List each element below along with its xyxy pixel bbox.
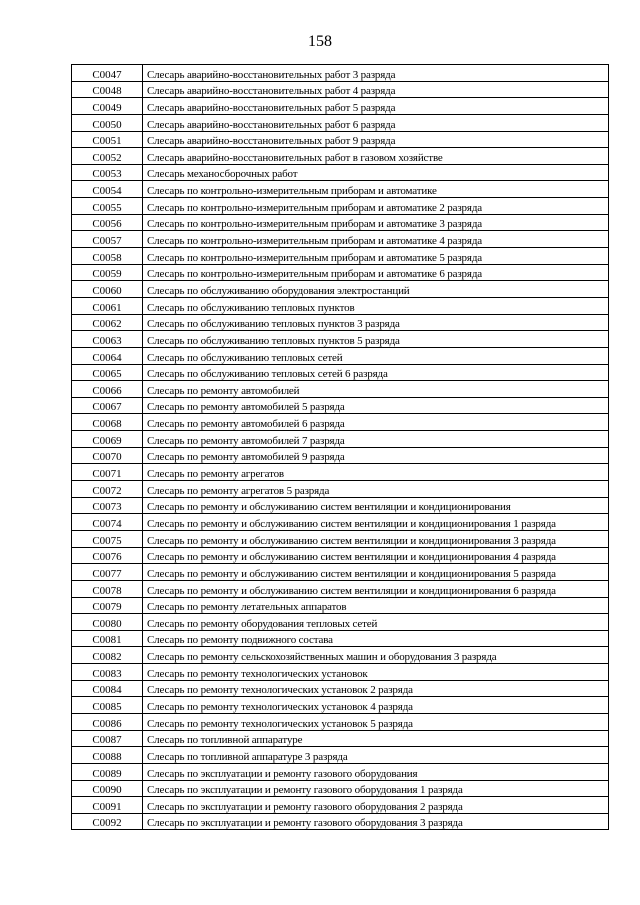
profession-name-cell: Слесарь аварийно-восстановительных работ 6 разряда	[143, 114, 609, 131]
table-row	[72, 264, 609, 281]
table-row	[72, 547, 609, 564]
table-row	[72, 81, 609, 98]
table-row	[72, 647, 609, 664]
code-cell: С0058	[72, 248, 143, 265]
profession-name-cell: Слесарь по контрольно-измерительным приборам и автоматике 4 разряда	[143, 231, 609, 248]
profession-name-cell: Слесарь по ремонту летательных аппаратов	[143, 597, 609, 614]
profession-name-cell: Слесарь по эксплуатации и ремонту газового оборудования 1 разряда	[143, 780, 609, 797]
profession-name-cell: Слесарь по обслуживанию тепловых пунктов 3 разряда	[143, 314, 609, 331]
profession-name-cell: Слесарь аварийно-восстановительных работ 5 разряда	[143, 98, 609, 115]
table-row	[72, 797, 609, 814]
code-cell: С0079	[72, 597, 143, 614]
table-row	[72, 763, 609, 780]
table-row	[72, 364, 609, 381]
profession-name-cell: Слесарь по обслуживанию оборудования электростанций	[143, 281, 609, 298]
profession-name-cell: Слесарь по обслуживанию тепловых пунктов 5 разряда	[143, 331, 609, 348]
table-row	[72, 65, 609, 82]
table-row	[72, 164, 609, 181]
table-row	[72, 730, 609, 747]
profession-name-cell: Слесарь по ремонту и обслуживанию систем вентиляции и кондиционирования	[143, 497, 609, 514]
code-cell: С0071	[72, 464, 143, 481]
profession-name-cell: Слесарь аварийно-восстановительных работ 4 разряда	[143, 81, 609, 98]
table-row	[72, 614, 609, 631]
code-cell: С0056	[72, 214, 143, 231]
page-number: 158	[308, 33, 332, 50]
table-row	[72, 114, 609, 131]
profession-name-cell: Слесарь по ремонту технологических установок 4 разряда	[143, 697, 609, 714]
table-row	[72, 131, 609, 148]
profession-name-cell: Слесарь по контрольно-измерительным приборам и автоматике 5 разряда	[143, 248, 609, 265]
profession-name-cell: Слесарь механосборочных работ	[143, 164, 609, 181]
code-cell: С0092	[72, 813, 143, 830]
code-cell: С0057	[72, 231, 143, 248]
table-row	[72, 148, 609, 165]
table-row	[72, 331, 609, 348]
table-body	[72, 65, 609, 830]
code-cell: С0078	[72, 580, 143, 597]
table-row	[72, 248, 609, 265]
profession-name-cell: Слесарь по обслуживанию тепловых сетей	[143, 347, 609, 364]
code-cell: С0091	[72, 797, 143, 814]
code-cell: С0053	[72, 164, 143, 181]
profession-name-cell: Слесарь по ремонту технологических установок 5 разряда	[143, 713, 609, 730]
profession-name-cell: Слесарь по ремонту автомобилей 7 разряда	[143, 431, 609, 448]
code-cell: С0063	[72, 331, 143, 348]
code-cell: С0070	[72, 447, 143, 464]
profession-name-cell: Слесарь по ремонту агрегатов	[143, 464, 609, 481]
table-row	[72, 697, 609, 714]
table-row	[72, 813, 609, 830]
code-cell: С0055	[72, 198, 143, 215]
profession-name-cell: Слесарь по топливной аппаратуре 3 разряда	[143, 747, 609, 764]
table-row	[72, 447, 609, 464]
profession-name-cell: Слесарь по эксплуатации и ремонту газового оборудования 2 разряда	[143, 797, 609, 814]
table-row	[72, 630, 609, 647]
table-row	[72, 713, 609, 730]
code-cell: С0083	[72, 664, 143, 681]
profession-name-cell: Слесарь по ремонту автомобилей 5 разряда	[143, 397, 609, 414]
table-row	[72, 314, 609, 331]
code-cell: С0068	[72, 414, 143, 431]
code-cell: С0050	[72, 114, 143, 131]
code-cell: С0054	[72, 181, 143, 198]
code-cell: С0080	[72, 614, 143, 631]
profession-codes-table	[71, 64, 609, 830]
profession-name-cell: Слесарь по ремонту и обслуживанию систем вентиляции и кондиционирования 3 разряда	[143, 530, 609, 547]
profession-name-cell: Слесарь по топливной аппаратуре	[143, 730, 609, 747]
table-row	[72, 580, 609, 597]
code-cell: С0061	[72, 297, 143, 314]
profession-name-cell: Слесарь по ремонту технологических установок	[143, 664, 609, 681]
profession-name-cell: Слесарь аварийно-восстановительных работ 9 разряда	[143, 131, 609, 148]
profession-name-cell: Слесарь по эксплуатации и ремонту газового оборудования 3 разряда	[143, 813, 609, 830]
table-row	[72, 431, 609, 448]
profession-name-cell: Слесарь по ремонту агрегатов 5 разряда	[143, 481, 609, 498]
profession-name-cell: Слесарь по ремонту и обслуживанию систем вентиляции и кондиционирования 1 разряда	[143, 514, 609, 531]
profession-name-cell: Слесарь по обслуживанию тепловых сетей 6 разряда	[143, 364, 609, 381]
profession-name-cell: Слесарь по ремонту и обслуживанию систем вентиляции и кондиционирования 5 разряда	[143, 564, 609, 581]
table-row	[72, 530, 609, 547]
code-cell: С0087	[72, 730, 143, 747]
profession-name-cell: Слесарь по ремонту технологических установок 2 разряда	[143, 680, 609, 697]
code-cell: С0060	[72, 281, 143, 298]
code-cell: С0047	[72, 65, 143, 82]
profession-name-cell: Слесарь по ремонту и обслуживанию систем вентиляции и кондиционирования 6 разряда	[143, 580, 609, 597]
table-row	[72, 397, 609, 414]
table-row	[72, 481, 609, 498]
code-cell: С0074	[72, 514, 143, 531]
table-row	[72, 464, 609, 481]
table-row	[72, 231, 609, 248]
profession-name-cell: Слесарь по ремонту оборудования тепловых сетей	[143, 614, 609, 631]
table-row	[72, 181, 609, 198]
code-cell: С0049	[72, 98, 143, 115]
table-row	[72, 347, 609, 364]
code-cell: С0069	[72, 431, 143, 448]
code-cell: С0048	[72, 81, 143, 98]
code-cell: С0090	[72, 780, 143, 797]
profession-name-cell: Слесарь по ремонту подвижного состава	[143, 630, 609, 647]
profession-name-cell: Слесарь по эксплуатации и ремонту газового оборудования	[143, 763, 609, 780]
table-row	[72, 381, 609, 398]
table-row	[72, 514, 609, 531]
code-cell: С0084	[72, 680, 143, 697]
table-row	[72, 780, 609, 797]
table-row	[72, 198, 609, 215]
profession-name-cell: Слесарь по контрольно-измерительным приборам и автоматике 2 разряда	[143, 198, 609, 215]
code-cell: С0065	[72, 364, 143, 381]
profession-name-cell: Слесарь по ремонту сельскохозяйственных машин и оборудования 3 разряда	[143, 647, 609, 664]
code-cell: С0085	[72, 697, 143, 714]
table-row	[72, 747, 609, 764]
table-row	[72, 98, 609, 115]
table-row	[72, 281, 609, 298]
table-row	[72, 564, 609, 581]
code-cell: С0052	[72, 148, 143, 165]
code-cell: С0076	[72, 547, 143, 564]
code-cell: С0088	[72, 747, 143, 764]
code-cell: С0051	[72, 131, 143, 148]
code-cell: С0066	[72, 381, 143, 398]
code-cell: С0059	[72, 264, 143, 281]
profession-name-cell: Слесарь по контрольно-измерительным приборам и автоматике	[143, 181, 609, 198]
code-cell: С0077	[72, 564, 143, 581]
profession-name-cell: Слесарь по ремонту автомобилей 6 разряда	[143, 414, 609, 431]
profession-name-cell: Слесарь по ремонту автомобилей 9 разряда	[143, 447, 609, 464]
code-cell: С0082	[72, 647, 143, 664]
code-cell: С0064	[72, 347, 143, 364]
code-cell: С0081	[72, 630, 143, 647]
code-cell: С0062	[72, 314, 143, 331]
table-row	[72, 597, 609, 614]
profession-name-cell: Слесарь аварийно-восстановительных работ в газовом хозяйстве	[143, 148, 609, 165]
profession-name-cell: Слесарь по контрольно-измерительным приборам и автоматике 3 разряда	[143, 214, 609, 231]
table-row	[72, 680, 609, 697]
code-cell: С0073	[72, 497, 143, 514]
code-cell: С0089	[72, 763, 143, 780]
profession-name-cell: Слесарь аварийно-восстановительных работ 3 разряда	[143, 65, 609, 82]
table-row	[72, 214, 609, 231]
profession-name-cell: Слесарь по ремонту автомобилей	[143, 381, 609, 398]
profession-name-cell: Слесарь по контрольно-измерительным приборам и автоматике 6 разряда	[143, 264, 609, 281]
profession-name-cell: Слесарь по обслуживанию тепловых пунктов	[143, 297, 609, 314]
table-row	[72, 664, 609, 681]
code-cell: С0086	[72, 713, 143, 730]
code-cell: С0072	[72, 481, 143, 498]
profession-name-cell: Слесарь по ремонту и обслуживанию систем вентиляции и кондиционирования 4 разряда	[143, 547, 609, 564]
code-cell: С0067	[72, 397, 143, 414]
table-row	[72, 497, 609, 514]
table-row	[72, 297, 609, 314]
code-cell: С0075	[72, 530, 143, 547]
table-row	[72, 414, 609, 431]
